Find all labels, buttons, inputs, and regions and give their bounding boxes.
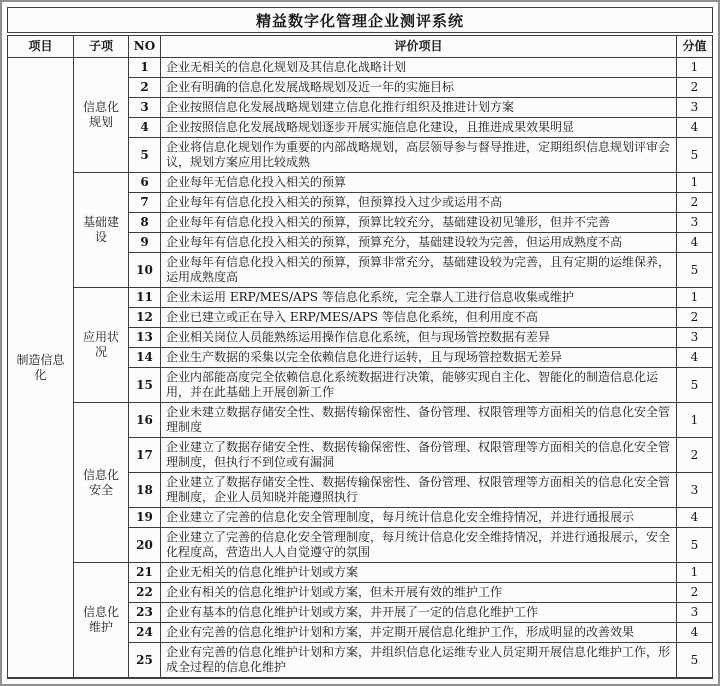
header-project: 项目 bbox=[8, 36, 74, 58]
evaluation-text: 企业将信息化规划作为重要的内部战略规划，高层领导参与督导推进，定期组织信息规划评审会议，规划方案应用比较成熟 bbox=[161, 138, 677, 173]
score-value: 4 bbox=[677, 233, 713, 253]
table-row bbox=[8, 58, 713, 78]
row-no: 21 bbox=[129, 563, 161, 583]
row-no: 24 bbox=[129, 623, 161, 643]
score-value: 4 bbox=[677, 623, 713, 643]
table-row bbox=[8, 173, 713, 193]
score-value: 1 bbox=[677, 58, 713, 78]
evaluation-text: 企业有明确的信息化发展战略规划及近一年的实施目标 bbox=[161, 78, 677, 98]
score-value: 5 bbox=[677, 528, 713, 563]
row-no: 7 bbox=[129, 193, 161, 213]
row-no: 1 bbox=[129, 58, 161, 78]
subitem-cell: 信息化安全 bbox=[74, 403, 129, 563]
score-value: 1 bbox=[677, 288, 713, 308]
evaluation-text: 企业建立了完善的信息化安全管理制度，每月统计信息化安全维持情况，并进行通报展示，安全化程度高，营造出人人自觉遵守的氛围 bbox=[161, 528, 677, 563]
evaluation-text: 企业有完善的信息化维护计划和方案，并组织信息化运维专业人员定期开展信息化维护工作，形成全过程的信息化维护 bbox=[161, 643, 677, 679]
score-value: 4 bbox=[677, 118, 713, 138]
score-value: 1 bbox=[677, 403, 713, 438]
evaluation-text: 企业每年无信息化投入相关的预算 bbox=[161, 173, 677, 193]
header-score: 分值 bbox=[677, 36, 713, 58]
row-no: 12 bbox=[129, 308, 161, 328]
table-row bbox=[8, 403, 713, 438]
evaluation-text: 企业无相关的信息化维护计划或方案 bbox=[161, 563, 677, 583]
evaluation-text: 企业每年有信息化投入相关的预算，但预算投入过少或运用不高 bbox=[161, 193, 677, 213]
row-no: 25 bbox=[129, 643, 161, 679]
score-value: 5 bbox=[677, 368, 713, 403]
row-no: 6 bbox=[129, 173, 161, 193]
header-evaluation: 评价项目 bbox=[161, 36, 677, 58]
project-cell: 制造信息化 bbox=[8, 58, 74, 679]
score-value: 5 bbox=[677, 643, 713, 679]
evaluation-text: 企业建立了数据存储安全性、数据传输保密性、备份管理、权限管理等方面相关的信息化安全管理制度，但执行不到位或有漏洞 bbox=[161, 438, 677, 473]
row-no: 18 bbox=[129, 473, 161, 508]
score-value: 4 bbox=[677, 348, 713, 368]
row-no: 10 bbox=[129, 253, 161, 288]
assessment-table-body bbox=[8, 58, 713, 679]
score-value: 2 bbox=[677, 193, 713, 213]
table-row bbox=[8, 563, 713, 583]
evaluation-text: 企业有相关的信息化维护计划或方案，但未开展有效的维护工作 bbox=[161, 583, 677, 603]
evaluation-text: 企业每年有信息化投入相关的预算，预算非常充分，基础建设较为完善，且有定期的运维保养，运用成熟度高 bbox=[161, 253, 677, 288]
score-value: 5 bbox=[677, 253, 713, 288]
row-no: 2 bbox=[129, 78, 161, 98]
evaluation-text: 企业按照信息化发展战略规划建立信息化推行组织及推进计划方案 bbox=[161, 98, 677, 118]
score-value: 1 bbox=[677, 173, 713, 193]
score-value: 1 bbox=[677, 563, 713, 583]
evaluation-text: 企业未运用 ERP/MES/APS 等信息化系统，完全靠人工进行信息收集或维护 bbox=[161, 288, 677, 308]
score-value: 3 bbox=[677, 603, 713, 623]
subitem-cell: 基础建设 bbox=[74, 173, 129, 288]
score-value: 3 bbox=[677, 213, 713, 233]
header-row bbox=[8, 36, 713, 58]
row-no: 3 bbox=[129, 98, 161, 118]
evaluation-text: 企业未建立数据存储安全性、数据传输保密性、备份管理、权限管理等方面相关的信息化安全管理制度 bbox=[161, 403, 677, 438]
row-no: 9 bbox=[129, 233, 161, 253]
document-title: 精益数字化管理企业测评系统 bbox=[7, 7, 713, 33]
row-no: 20 bbox=[129, 528, 161, 563]
evaluation-text: 企业无相关的信息化规划及其信息化战略计划 bbox=[161, 58, 677, 78]
subitem-cell: 应用状况 bbox=[74, 288, 129, 403]
score-value: 3 bbox=[677, 98, 713, 118]
score-value: 2 bbox=[677, 438, 713, 473]
evaluation-text: 企业相关岗位人员能熟练运用操作信息化系统，但与现场管控数据有差异 bbox=[161, 328, 677, 348]
row-no: 17 bbox=[129, 438, 161, 473]
evaluation-text: 企业生产数据的采集以完全依赖信息化进行运转，且与现场管控数据无差异 bbox=[161, 348, 677, 368]
score-value: 3 bbox=[677, 473, 713, 508]
header-subitem: 子项 bbox=[74, 36, 129, 58]
row-no: 8 bbox=[129, 213, 161, 233]
header-no: NO bbox=[129, 36, 161, 58]
evaluation-text: 企业内部能高度完全依赖信息化系统数据进行决策，能够实现自主化、智能化的制造信息化运用，并在此基础上开展创新工作 bbox=[161, 368, 677, 403]
row-no: 14 bbox=[129, 348, 161, 368]
evaluation-text: 企业每年有信息化投入相关的预算，预算比较充分，基础建设初见雏形，但并不完善 bbox=[161, 213, 677, 233]
row-no: 4 bbox=[129, 118, 161, 138]
row-no: 5 bbox=[129, 138, 161, 173]
score-value: 2 bbox=[677, 78, 713, 98]
subitem-cell: 信息化规划 bbox=[74, 58, 129, 173]
row-no: 22 bbox=[129, 583, 161, 603]
subitem-cell: 信息化维护 bbox=[74, 563, 129, 679]
score-value: 2 bbox=[677, 583, 713, 603]
row-no: 16 bbox=[129, 403, 161, 438]
row-no: 19 bbox=[129, 508, 161, 528]
score-value: 2 bbox=[677, 308, 713, 328]
evaluation-text: 企业建立了数据存储安全性、数据传输保密性、备份管理、权限管理等方面相关的信息化安全管理制度，企业人员知晓并能遵照执行 bbox=[161, 473, 677, 508]
score-value: 3 bbox=[677, 328, 713, 348]
evaluation-text: 企业建立了完善的信息化安全管理制度，每月统计信息化安全维持情况，并进行通报展示 bbox=[161, 508, 677, 528]
score-value: 4 bbox=[677, 508, 713, 528]
row-no: 11 bbox=[129, 288, 161, 308]
row-no: 23 bbox=[129, 603, 161, 623]
evaluation-text: 企业已建立或正在导入 ERP/MES/APS 等信息化系统，但利用度不高 bbox=[161, 308, 677, 328]
table-row bbox=[8, 288, 713, 308]
assessment-table bbox=[7, 35, 713, 679]
row-no: 13 bbox=[129, 328, 161, 348]
score-value: 5 bbox=[677, 138, 713, 173]
evaluation-text: 企业每年有信息化投入相关的预算，预算充分，基础建设较为完善，但运用成熟度不高 bbox=[161, 233, 677, 253]
evaluation-text: 企业有基本的信息化维护计划或方案，并开展了一定的信息化维护工作 bbox=[161, 603, 677, 623]
row-no: 15 bbox=[129, 368, 161, 403]
table-header bbox=[8, 36, 713, 58]
evaluation-text: 企业按照信息化发展战略规划逐步开展实施信息化建设，且推进成果效果明显 bbox=[161, 118, 677, 138]
evaluation-text: 企业有完善的信息化维护计划和方案，并定期开展信息化维护工作，形成明显的改善效果 bbox=[161, 623, 677, 643]
